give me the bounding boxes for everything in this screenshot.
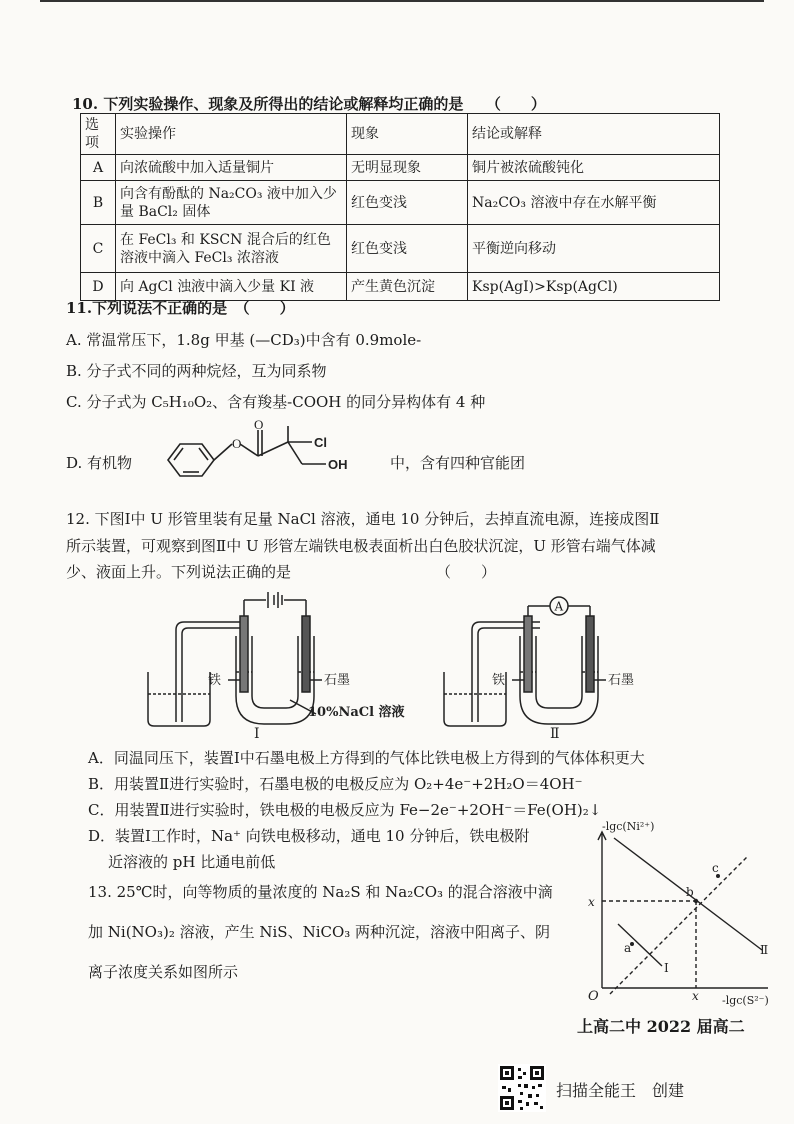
point-c-label: c [712,861,719,875]
fig2-caption: Ⅱ [550,726,560,742]
ammeter-label: A [554,599,564,614]
q12-option-a: A．同温同压下，装置Ⅰ中石墨电极上方得到的气体比铁电极上方得到的气体体积更大 [88,749,645,767]
ester-oxygen-label: O [232,436,242,451]
q10-option: A [81,155,116,181]
q10-row [81,225,720,273]
iron-electrode [524,616,532,692]
q12-stem-line3: 少、液面上升。下列说法正确的是 [66,563,292,581]
q11-title: 11.下列说法不正确的是 （ ） [66,299,295,317]
top-rule [40,0,764,8]
graphite-electrode [586,616,594,692]
q10-table [80,113,720,301]
q13-concentration-graph [572,820,772,1010]
q13-stem-line3: 离子浓度关系如图所示 [88,963,239,981]
q10-row [81,273,720,301]
q12-option-b: B．用装置Ⅱ进行实验时，石墨电极的电极反应为 O₂+4e⁻+2H₂O＝4OH⁻ [88,775,583,793]
q11-option-d-suffix: 中，含有四种官能团 [390,454,526,472]
x-tick-x: x [692,989,699,1003]
q10-header-conclusion: 结论或解释 [468,114,720,155]
fig2-iron-label: 铁 [492,673,506,688]
q10-conclusion: Ksp(AgI)>Ksp(AgCl) [468,273,720,301]
q12-stem-line2: 所示装置，可观察到图Ⅱ中 U 形管左端铁电极表面析出白色胶状沉淀，U 形管右端气体减 [66,537,656,555]
q10-conclusion: 平衡逆向移动 [468,225,720,273]
q12-answer-bracket: （ ） [436,563,497,581]
curve-2-label: Ⅱ [760,943,769,957]
fig1-caption: Ⅰ [254,726,260,742]
q10-title: 10. 下列实验操作、现象及所得出的结论或解释均正确的是 （ ） [72,95,546,113]
q13-stem-line2: 加 Ni(NO₃)₂ 溶液，产生 NiS、NiCO₃ 两种沉淀，溶液中阳离子、阴 [88,923,551,941]
point-b [694,899,698,903]
q10-option: D [81,273,116,301]
origin-label: O [588,989,599,1004]
fig1-graphite-label: 石墨 [324,673,351,688]
q10-operation: 向 AgCl 浊液中滴入少量 KI 液 [116,273,347,301]
q11-option-c: C. 分子式为 C₅H₁₀O₂、含有羧基-COOH 的同分异构体有 4 种 [66,393,486,411]
q10-phenomenon: 红色变浅 [347,181,468,225]
q10-option: B [81,181,116,225]
q10-phenomenon: 无明显现象 [347,155,468,181]
qr-code-icon [498,1064,546,1112]
q11-option-d-prefix: D. 有机物 [66,454,133,472]
q10-operation: 在 FeCl₃ 和 KSCN 混合后的红色溶液中滴入 FeCl₃ 浓溶液 [116,225,347,273]
q10-header-phenomenon: 现象 [347,114,468,155]
y-tick-x: x [588,895,595,909]
point-b-label: b [686,885,694,899]
q12-option-c: C．用装置Ⅱ进行实验时，铁电极的电极反应为 Fe−2e⁻+2OH⁻＝Fe(OH)₂↓ [88,801,602,819]
iron-electrode [240,616,248,692]
q10-header-operation: 实验操作 [116,114,347,155]
graphite-electrode [302,616,310,692]
organic-molecule-structure [160,420,390,486]
beaker [148,672,210,726]
electrolysis-apparatus-2 [436,592,636,742]
x-axis-label: -lgc(S²⁻) [722,994,769,1007]
q10-option: C [81,225,116,273]
q10-header-row [81,114,720,155]
chlorine-label: Cl [314,435,327,450]
q10-phenomenon: 产生黄色沉淀 [347,273,468,301]
q10-operation: 向浓硫酸中加入适量铜片 [116,155,347,181]
q11-option-a: A. 常温常压下，1.8g 甲基 (—CD₃)中含有 0.9mole- [66,331,422,349]
q10-operation: 向含有酚酞的 Na₂CO₃ 液中加入少量 BaCl₂ 固体 [116,181,347,225]
q10-conclusion: Na₂CO₃ 溶液中存在水解平衡 [468,181,720,225]
q12-option-d-line1: D．装置Ⅰ工作时，Na⁺ 向铁电极移动，通电 10 分钟后，铁电极附 [88,827,530,845]
fig2-graphite-label: 石墨 [608,673,635,688]
q10-conclusion: 铜片被浓硫酸钝化 [468,155,720,181]
fig1-solution-label: 10%NaCl 溶液 [308,705,405,720]
curve-1-label: Ⅰ [664,961,669,975]
point-a-label: a [624,941,632,955]
q10-row [81,181,720,225]
electrolysis-apparatus-1 [140,592,430,742]
q13-stem-line1: 13. 25℃时，向等物质的量浓度的 Na₂S 和 Na₂CO₃ 的混合溶液中滴 [88,883,553,901]
scanner-watermark: 扫描全能王 创建 [556,1081,685,1100]
y-axis-label: -lgc(Ni²⁺) [602,820,655,833]
q10-phenomenon: 红色变浅 [347,225,468,273]
hydroxyl-label: OH [328,457,348,472]
q12-option-d-line2: 近溶液的 pH 比通电前低 [108,853,276,871]
q11-option-b: B. 分子式不同的两种烷烃，互为同系物 [66,362,327,380]
fig1-iron-label: 铁 [208,673,222,688]
q10-row [81,155,720,181]
carbonyl-oxygen-label: O [254,420,264,432]
q10-header-option: 选项 [81,114,116,155]
q12-stem-line1: 12. 下图Ⅰ中 U 形管里装有足量 NaCl 溶液，通电 10 分钟后，去掉直流电源，连接成图Ⅱ [66,510,660,528]
reference-line [610,856,748,994]
school-footer: 上高二中 2022 届高二 [577,1017,745,1036]
